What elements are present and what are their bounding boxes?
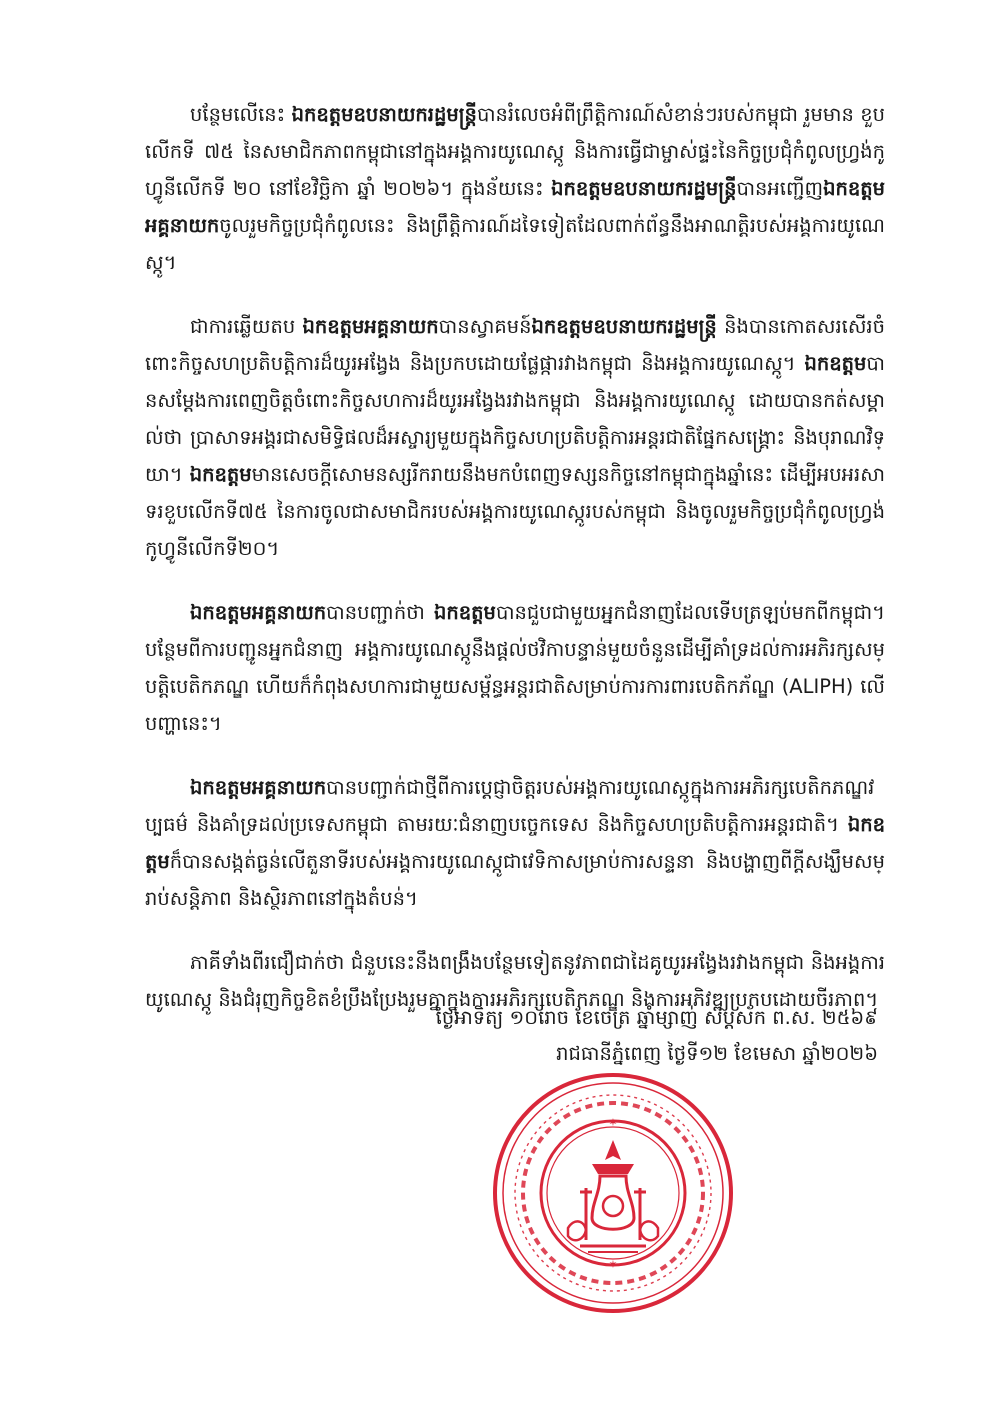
text-run: បានអញ្ជើញ: [736, 177, 824, 200]
text-run: ជាការឆ្លើយតប: [190, 315, 303, 338]
bold-text-run: ឯកឧត្តម: [804, 352, 867, 375]
text-run: មានសេចក្តីសោមនស្សរីករាយនឹងមកបំពេញទស្សនកិច្ចនៅកម្ពុជាក្នុងឆ្នាំនេះ ដើម្បីអបអរសាទរខួបលើកទី៧៥ នៃការចូលជាសមាជិករបស់អង្គការយូណេស្កូរបស់កម្ពុជា និងចូលរួមកិច្ចប្រជុំកំពូលហ្វ្រង់កូហ្វូនីលើកទី២០។: [145, 463, 885, 560]
text-run: និងបានកោតសរសើរចំពោះកិច្ចសហប្រតិបត្តិការដ៏យូរអង្វែង និងប្រកបដោយផ្លែផ្ការវាងកម្ពុជា និងអង្គការយូណេស្កូ។: [145, 315, 885, 375]
text-run: ភាគីទាំងពីរជឿជាក់ថា ជំនួបនេះនឹងពង្រឹងបន្ថែមទៀតនូវភាពជាដៃគូយូរអង្វែងរវាងកម្ពុជា និងអង្គការយូណេស្កូ និងជំរុញកិច្ចខិតខំប្រឹងប្រែងរួមគ្នាក្នុងការអភិរក្សបេតិកភណ្ឌ និងការអភិវឌ្ឍប្រកបដោយចីរភាព។: [145, 951, 885, 1011]
text-run: បន្ថែមលើនេះ: [190, 103, 292, 126]
text-run: ក៏បានសង្កត់ធ្ងន់លើតួនាទីរបស់អង្គការយូណេស្កូជាវេទិកាសម្រាប់ការសន្ទនា និងបង្ហាញពីក្តីសង្ឃឹមសម្រាប់សន្តិភាព និងស្ថិរភាពនៅក្នុងតំបន់។: [145, 850, 885, 910]
text-run: បានបញ្ជាក់ថា: [326, 601, 435, 624]
date-lunar: ថ្ងៃអាទិត្យ ១០រោច ខែចេត្រ ឆ្នាំម្សាញ់ សប្តស័ក ព.ស. ២៥៦៩: [435, 1006, 878, 1029]
text-run: ចូលរួមកិច្ចប្រជុំកំពូលនេះ និងព្រឹត្តិការណ៍ដទៃទៀតដែលពាក់ព័ន្ធនឹងអាណត្តិរបស់អង្គការយូណេស្កូ។: [145, 214, 885, 274]
paragraph: [145, 769, 885, 917]
document-body: [145, 96, 885, 1045]
date-solar: រាជធានីភ្នំពេញ ថ្ងៃទី១២ ខែមេសា ឆ្នាំ២០២៦: [556, 1042, 878, 1065]
svg-text:✶: ✶: [608, 1116, 618, 1129]
svg-text:✶: ✶: [608, 1258, 618, 1271]
bold-text-run: ឯកឧត្តម: [434, 601, 496, 624]
text-run: បានជួបជាមួយអ្នកជំនាញដែលទើបត្រឡប់មកពីកម្ពុជា។ បន្ថែមពីការបញ្ជូនអ្នកជំនាញ អង្គការយូណេស្កូនឹងផ្តល់ថវិកាបន្ទាន់មួយចំនួនដើម្បីគាំទ្រដល់ការអភិរក្សសម្បត្តិបេតិកភណ្ឌ ហើយក៏កំពុងសហការជាមួយសម្ព័ន្ធអន្តរជាតិសម្រាប់ការការពារបេតិកភ័ណ្ឌ (ALIPH) លើបញ្ហានេះ។: [145, 601, 885, 735]
bold-text-run: ឯកឧត្តមឧបនាយករដ្ឋមន្ត្រី: [531, 315, 717, 338]
bold-text-run: ឯកឧត្តម: [145, 813, 885, 873]
paragraph: [145, 308, 885, 567]
royal-seal-icon: [488, 1068, 738, 1318]
bold-text-run: ឯកឧត្តមអគ្គនាយក: [190, 776, 327, 799]
bold-text-run: ឯកឧត្តមឧបនាយករដ្ឋមន្ត្រី: [291, 103, 477, 126]
bold-text-run: ឯកឧត្តម: [189, 463, 252, 486]
bold-text-run: ឯកឧត្តមឧបនាយករដ្ឋមន្ត្រី: [551, 177, 737, 200]
bold-text-run: ឯកឧត្តមអគ្គនាយក: [302, 315, 439, 338]
bold-text-run: ឯកឧត្តមអគ្គនាយក: [190, 601, 327, 624]
text-run: បានបញ្ជាក់ជាថ្មីពីការប្តេជ្ញាចិត្តរបស់អង្គការយូណេស្កូក្នុងការអភិរក្សបេតិកភណ្ឌវប្បធម៌ និងគាំទ្រដល់ប្រទេសកម្ពុជា តាមរយៈជំនាញបច្ចេកទេស និងកិច្ចសហប្រតិបត្តិការអន្តរជាតិ។: [145, 776, 875, 836]
paragraph: [145, 594, 885, 742]
text-run: បានសម្តែងការពេញចិត្តចំពោះកិច្ចសហការដ៏យូរអង្វែងរវាងកម្ពុជា និងអង្គការយូណេស្កូ ដោយបានកត់សម្គាល់ថា ប្រាសាទអង្គរជាសមិទ្ធិផលដ៏អស្ចារ្យមួយក្នុងកិច្ចសហប្រតិបត្តិការអន្តរជាតិផ្នែកសង្គ្រោះ និងបុរាណវិទ្យា។: [145, 352, 885, 486]
signature-block: [436, 1000, 878, 1072]
bold-text-run: ឯកឧត្តមអគ្គនាយក: [145, 177, 885, 237]
text-run: បានស្វាគមន៍: [438, 315, 532, 338]
paragraph: [145, 96, 885, 281]
text-run: បានរំលេចអំពីព្រឹត្តិការណ៍សំខាន់ៗរបស់កម្ពុជា រួមមាន ខួបលើកទី ៧៥ នៃសមាជិកភាពកម្ពុជានៅក្នុងអង្គការយូណេស្កូ និងការធ្វើជាម្ចាស់ផ្ទះនៃកិច្ចប្រជុំកំពូលហ្វ្រង់កូហ្វូនីលើកទី ២០ នៅខែវិច្ឆិកា ឆ្នាំ ២០២៦។ ក្នុងន័យនេះ: [145, 103, 885, 200]
